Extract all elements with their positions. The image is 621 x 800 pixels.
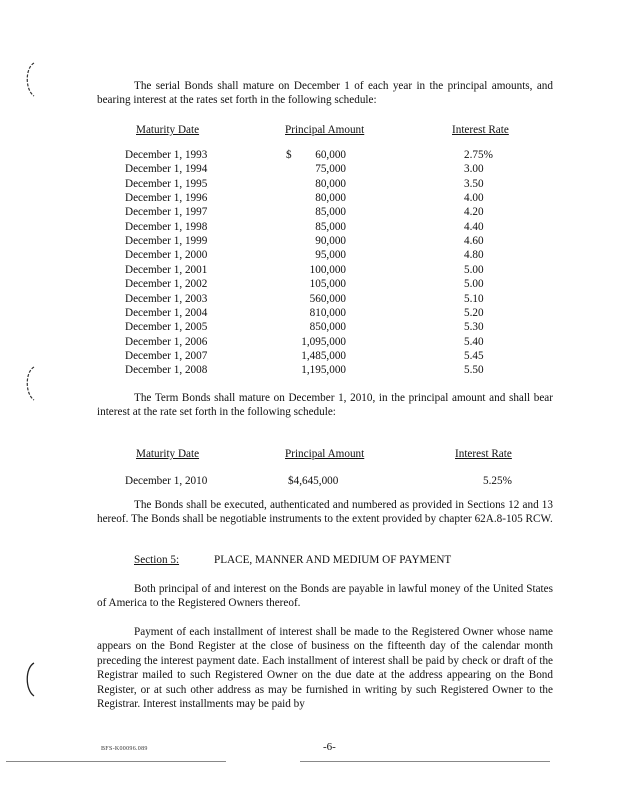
serial-row-amount: 85,000 bbox=[315, 206, 346, 219]
payment-paragraph-1-text: Both principal of and interest on the Bonds are payable in lawful money of the United States of America to the Registered Owners thereof. bbox=[97, 583, 553, 610]
section-label: Section 5: bbox=[134, 554, 180, 566]
binder-hole-mark-top bbox=[22, 60, 36, 100]
serial-row-date: December 1, 1995 bbox=[125, 177, 208, 190]
serial-row-amount: 80,000 bbox=[315, 177, 346, 190]
serial-row-rate: 5.40 bbox=[464, 335, 484, 348]
footer-rule-right bbox=[300, 761, 550, 762]
serial-row-rate: 5.10 bbox=[464, 292, 484, 305]
serial-table-row bbox=[0, 177, 621, 191]
serial-table-row bbox=[0, 277, 621, 291]
serial-row-rate: 4.80 bbox=[464, 249, 484, 262]
serial-row-amount: 85,000 bbox=[315, 220, 346, 233]
serial-row-date: December 1, 2003 bbox=[125, 292, 208, 305]
footer-rule-left bbox=[6, 761, 226, 762]
serial-row-amount: 1,485,000 bbox=[301, 349, 346, 362]
serial-table-row bbox=[0, 234, 621, 248]
serial-table-row bbox=[0, 292, 621, 306]
serial-table-row bbox=[0, 220, 621, 234]
payment-paragraph-1 bbox=[97, 582, 553, 611]
serial-table-row bbox=[0, 191, 621, 205]
serial-row-rate: 4.40 bbox=[464, 220, 484, 233]
serial-row-amount: 850,000 bbox=[309, 321, 346, 334]
serial-row-rate: 2.75% bbox=[464, 149, 493, 161]
serial-row-amount: 1,195,000 bbox=[301, 364, 346, 377]
serial-row-rate: 5.00 bbox=[464, 278, 484, 291]
execution-paragraph bbox=[97, 498, 553, 527]
serial-row-date: December 1, 2007 bbox=[125, 349, 208, 362]
intro-paragraph-text: The serial Bonds shall mature on December 1 of each year in the principal amounts, and bearing interest at the rates set forth in the following schedule: bbox=[97, 80, 553, 107]
serial-row-rate: 4.00 bbox=[464, 192, 484, 205]
term-row-amount: $4,645,000 bbox=[288, 475, 339, 487]
serial-table-row bbox=[0, 363, 621, 377]
execution-paragraph-text: The Bonds shall be executed, authenticated and numbered as provided in Sections 12 and 13 hereof. The Bonds shall be negotiable instruments to the extent provided by chapter 62A.8-105 RCW. bbox=[97, 499, 553, 526]
serial-row-date: December 1, 2004 bbox=[125, 306, 208, 319]
serial-table-row bbox=[0, 162, 621, 176]
serial-row-date: December 1, 1996 bbox=[125, 192, 208, 205]
binder-hole-mark-bottom bbox=[22, 660, 36, 700]
serial-table-row bbox=[0, 148, 621, 162]
serial-row-rate: 3.00 bbox=[464, 163, 484, 176]
serial-row-date: December 1, 1998 bbox=[125, 220, 208, 233]
serial-row-date: December 1, 1993 bbox=[125, 149, 208, 161]
serial-row-rate: 5.00 bbox=[464, 263, 484, 276]
serial-row-rate: 5.30 bbox=[464, 321, 484, 334]
serial-table-row bbox=[0, 335, 621, 349]
intro-paragraph bbox=[97, 79, 553, 108]
term-row-rate: 5.25% bbox=[483, 475, 512, 487]
serial-row-rate: 3.50 bbox=[464, 177, 484, 190]
serial-row-date: December 1, 2000 bbox=[125, 249, 208, 262]
serial-row-amount: 105,000 bbox=[309, 278, 346, 291]
serial-row-amount: 560,000 bbox=[309, 292, 346, 305]
serial-row-date: December 1, 1999 bbox=[125, 235, 208, 248]
section-heading bbox=[134, 553, 452, 567]
serial-header-principal-amount: Principal Amount bbox=[285, 124, 365, 136]
serial-row-rate: 5.45 bbox=[464, 349, 484, 362]
footer-doc-code: BFS-K00096.089 bbox=[101, 746, 148, 752]
serial-row-date: December 1, 2008 bbox=[125, 364, 208, 377]
serial-row-amount: 90,000 bbox=[315, 235, 346, 248]
serial-row-date: December 1, 2002 bbox=[125, 278, 208, 291]
serial-row-date: December 1, 2006 bbox=[125, 335, 208, 348]
serial-row-rate: 4.60 bbox=[464, 235, 484, 248]
serial-header-interest-rate: Interest Rate bbox=[452, 124, 509, 136]
serial-row-amount: 810,000 bbox=[309, 306, 346, 319]
serial-row-date: December 1, 1994 bbox=[125, 163, 208, 176]
serial-table-row bbox=[0, 263, 621, 277]
serial-row-rate: 4.20 bbox=[464, 206, 484, 219]
serial-row-amount: 75,000 bbox=[315, 163, 346, 176]
serial-row-date: December 1, 2005 bbox=[125, 321, 208, 334]
serial-row-amount: 60,000 bbox=[315, 149, 346, 161]
dollar-sign: $ bbox=[286, 149, 292, 161]
term-row-date: December 1, 2010 bbox=[125, 475, 208, 487]
serial-table-row bbox=[0, 248, 621, 262]
payment-paragraph-2-text: Payment of each installment of interest shall be made to the Registered Owner whose name appears on the Bond Register at the close of business on the fifteenth day of the calendar month preceding the interest payment date. Each installment of interest shall be paid by check or draft of the Registrar mailed to such Registered Owner on the due date at the address appearing on the Bond Register, or at such other address as may be furnished in writing by such Registered Owner to the Registrar. Interest installments may be paid by bbox=[97, 626, 553, 711]
term-header-maturity-date: Maturity Date bbox=[136, 448, 200, 460]
section-title: PLACE, MANNER AND MEDIUM OF PAYMENT bbox=[214, 554, 452, 566]
serial-row-amount: 95,000 bbox=[315, 249, 346, 262]
term-paragraph-text: The Term Bonds shall mature on December 1, 2010, in the principal amount and shall bear interest at the rate set forth in the following schedule: bbox=[97, 392, 553, 419]
serial-table-row bbox=[0, 205, 621, 219]
serial-row-amount: 100,000 bbox=[309, 263, 346, 276]
footer-page-number: -6- bbox=[323, 741, 336, 753]
term-header-interest-rate: Interest Rate bbox=[455, 448, 512, 460]
serial-row-date: December 1, 2001 bbox=[125, 263, 208, 276]
serial-row-rate: 5.20 bbox=[464, 306, 484, 319]
serial-row-date: December 1, 1997 bbox=[125, 206, 208, 219]
serial-row-amount: 80,000 bbox=[315, 192, 346, 205]
serial-row-amount: 1,095,000 bbox=[301, 335, 346, 348]
serial-table-row bbox=[0, 320, 621, 334]
term-header-principal-amount: Principal Amount bbox=[285, 448, 365, 460]
payment-paragraph-2 bbox=[97, 625, 553, 711]
serial-row-rate: 5.50 bbox=[464, 364, 484, 377]
serial-table-row bbox=[0, 306, 621, 320]
serial-header-maturity-date: Maturity Date bbox=[136, 124, 200, 136]
term-paragraph bbox=[97, 391, 553, 420]
serial-table-row bbox=[0, 349, 621, 363]
